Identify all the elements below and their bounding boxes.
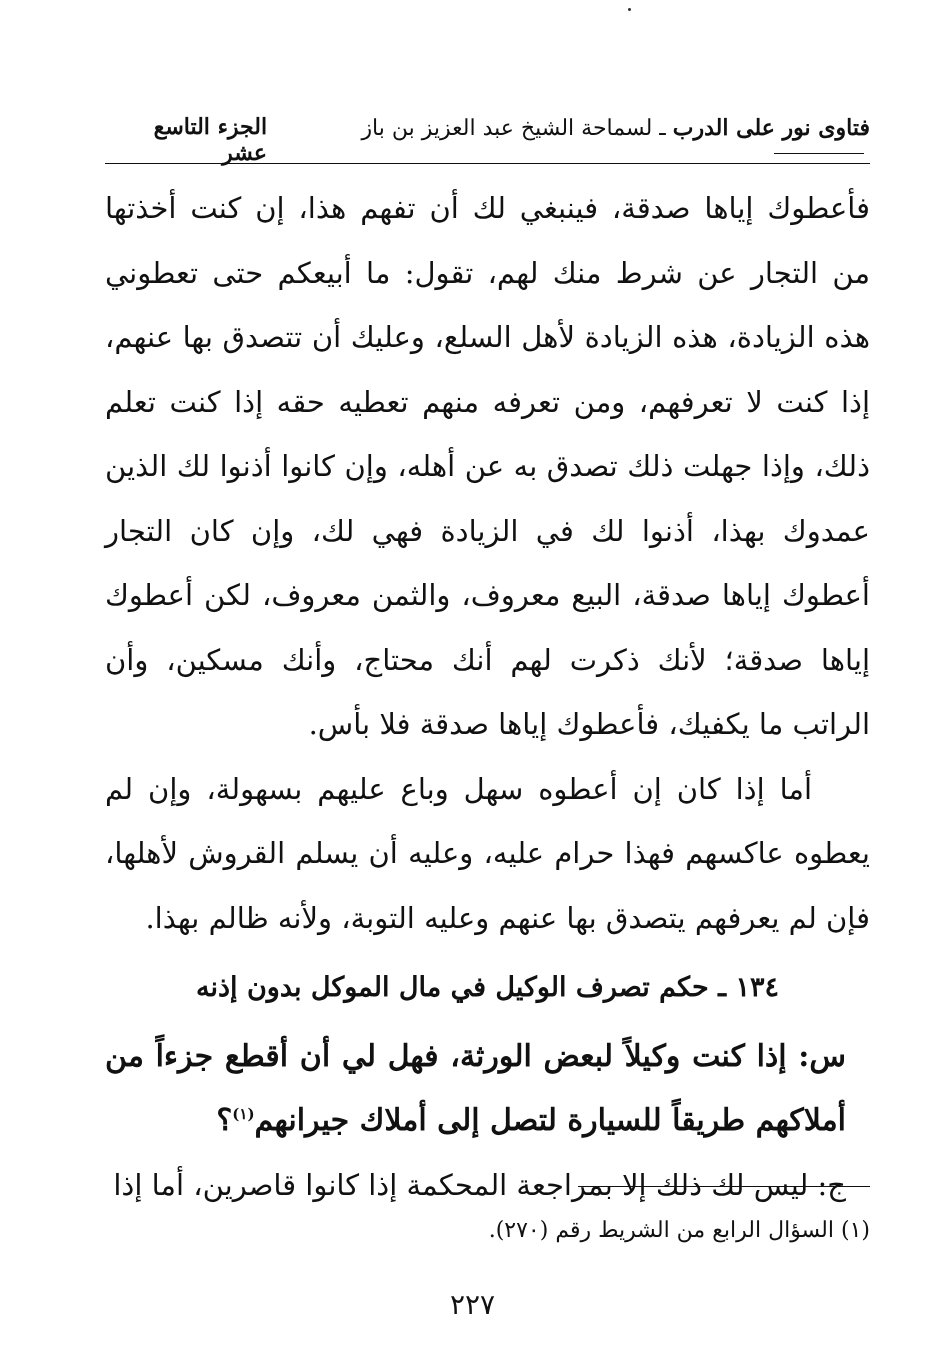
section-heading: ١٣٤ ـ حكم تصرف الوكيل في مال الموكل بدون إذنه: [196, 972, 779, 1003]
header-dash-rule: [774, 153, 864, 154]
scan-speck: [628, 8, 631, 11]
paragraph-2: أما إذا كان إن أعطوه سهل وباع عليهم بسهولة، وإن لم يعطوه عاكسهم فهذا حرام عليه، وعليه أن يسلم القروش لأهلها، فإن لم يعرفهم يتصدق بها عنهم وعليه التوبة، ولأنه ظالم بهذا.: [105, 771, 870, 935]
header-book-author: [267, 115, 870, 166]
footnote-ref: (١): [232, 1104, 255, 1123]
author-name: لسماحة الشيخ عبد العزيز بن باز: [361, 115, 653, 141]
question-text: س: إذا كنت وكيلاً لبعض الورثة، فهل لي أن أقطع جزءاً من أملاكهم طريقاً للسيارة لتصل إلى أملاك جيرانهم: [105, 1038, 846, 1138]
footnote-rule: [578, 1186, 870, 1187]
header-dash: ـ: [659, 115, 666, 141]
page-number: ٢٢٧: [449, 1288, 496, 1321]
page-body: [105, 176, 870, 1217]
question: [105, 1025, 870, 1153]
footnote: (١) السؤال الرابع من الشريط رقم (٢٧٠).: [488, 1218, 870, 1243]
running-header: [105, 114, 870, 166]
part-label: الجزء التاسع عشر: [153, 114, 268, 166]
question-mark: ؟: [216, 1102, 233, 1138]
header-rule: [105, 163, 870, 164]
paragraph-1: فأعطوك إياها صدقة، فينبغي لك أن تفهم هذا، إن كنت أخذتها من التجار عن شرط منك لهم، تقول: ما أبيعكم حتى تعطوني هذه الزيادة، هذه الزيادة لأهل السلع، وعليك أن تتصدق بها عنهم، إذا كنت لا تعرفهم، ومن تعرفه منهم تعطيه حقه إذا كنت تعلم ذلك، وإذا جهلت ذلك تصدق به عن أهله، وإن كانوا أذنوا لك الذين عمدوك بهذا، أذنوا لك في الزيادة فهي لك، وإن كان التجار أعطوك إياها صدقة، البيع معروف، والثمن معروف، لكن أعطوك إياها صدقة؛ لأنك ذكرت لهم أنك محتاج، وأنك مسكين، وأن الراتب ما يكفيك، فأعطوك إياها صدقة فلا بأس.: [105, 191, 870, 741]
book-title: فتاوى نور على الدرب: [672, 114, 870, 141]
answer: ج: ليس لك ذلك إلا بمراجعة المحكمة إذا كانوا قاصرين، أما إذا: [113, 1167, 846, 1202]
